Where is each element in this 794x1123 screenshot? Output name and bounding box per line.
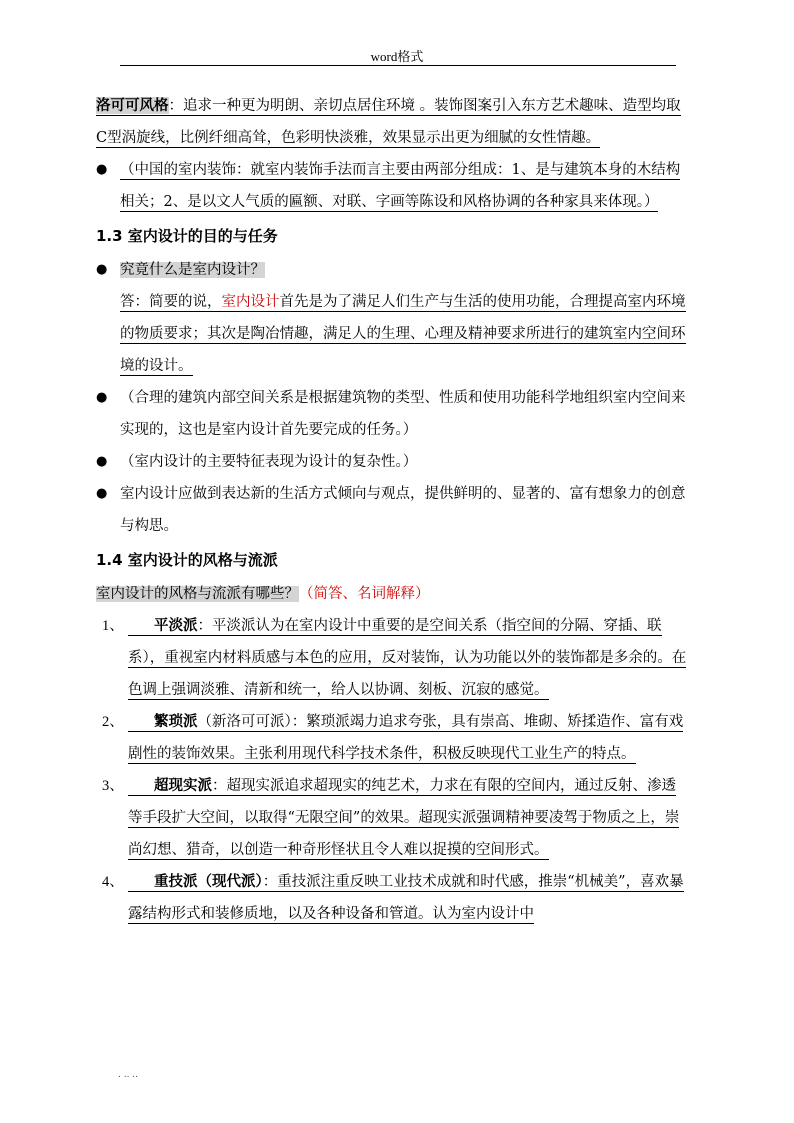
item-term: 重技派（现代派）	[154, 873, 263, 890]
section-heading-1-4: 1.4 室内设计的风格与流派	[96, 551, 278, 569]
list-item	[96, 866, 688, 930]
item-number: 2、	[102, 714, 124, 730]
question-what-is: 究竟什么是室内设计？	[120, 262, 265, 278]
term-rococo: 洛可可风格	[96, 97, 169, 114]
section-heading-1-3: 1.3 室内设计的目的与任务	[96, 227, 278, 245]
question-styles-note: （简答、名词解释）	[299, 586, 430, 602]
bullet-spatial-relations	[96, 382, 688, 446]
bullet-chinese-decor	[96, 154, 688, 218]
bullet-new-lifestyle	[96, 478, 688, 542]
answer-paragraph	[96, 286, 688, 382]
bullet-new-lifestyle-text: 室内设计应做到表达新的生活方式倾向与观点，提供鲜明的、显著的、富有想象力的创意与构思。	[120, 486, 686, 534]
document-body	[96, 90, 688, 930]
header-rule	[120, 65, 676, 66]
bullet-spatial-relations-text: （合理的建筑内部空间关系是根据建筑物的类型、性质和使用功能科学地组织室内空间来实现的，这也是室内设计首先要完成的任务。）	[120, 390, 686, 438]
list-item	[96, 770, 688, 866]
item-text: ：超现实派追求超现实的纯艺术，力求在有限的空间内，通过反射、渗透等手段扩大空间，以取得“无限空间”的效果。超现实派强调精神要凌驾于物质之上，崇尚幻想、猎奇，以创造一种奇形怪状且令人难以捉摸的空间形式。	[128, 778, 680, 858]
bullet-complexity-text: （室内设计的主要特征表现为设计的复杂性。）	[120, 454, 418, 470]
list-item	[96, 610, 688, 706]
answer-red-term: 室内设计	[221, 294, 280, 310]
answer-post: 首先是为了满足人们生产与生活的使用功能，合理提高室内环境的物质要求；其次是陶冶情趣，满足人的生理、心理及精神要求所进行的建筑室内空间环境的设计。	[120, 294, 686, 374]
question-styles-text: 室内设计的风格与流派有哪些？	[96, 586, 299, 602]
bullet-complexity	[96, 446, 688, 478]
item-text: ：重技派注重反映工业技术成就和时代感，推崇“机械美”，喜欢暴露结构形式和装修质地，以及各种设备和管道。认为室内设计中	[128, 874, 684, 922]
item-text: （新洛可可派）：繁琐派竭力追求夸张，具有崇高、堆砌、矫揉造作、富有戏剧性的装饰效果。主张利用现代科学技术条件，积极反映现代工业生产的特点。	[128, 714, 684, 762]
item-term: 平淡派	[154, 617, 198, 634]
item-text: ：平淡派认为在室内设计中重要的是空间关系（指空间的分隔、穿插、联系），重视室内材料质感与本色的应用，反对装饰，认为功能以外的装饰都是多余的。在色调上强调淡雅、清新和统一，给人以协调、刻板、沉寂的感觉。	[128, 618, 687, 698]
item-term: 超现实派	[154, 777, 212, 794]
question-styles	[96, 578, 688, 610]
page-header: word格式	[370, 49, 424, 64]
item-number: 1、	[102, 618, 124, 634]
item-number: 4、	[102, 874, 124, 890]
item-term: 繁琐派	[154, 713, 198, 730]
bullet-question-what-is	[96, 254, 688, 286]
paragraph-rococo	[96, 90, 688, 154]
bullet-chinese-decor-text: （中国的室内装饰：就室内装饰手法而言主要由两部分组成：1、是与建筑本身的木结构相关；2、是以文人气质的匾额、对联、字画等陈设和风格协调的各种家具来体现。）	[120, 162, 681, 210]
answer-pre: 答：简要的说，	[120, 294, 222, 310]
list-item	[96, 706, 688, 770]
page-footer: . .. ..	[118, 1070, 139, 1080]
rococo-text: ：追求一种更为明朗、亲切点居住环境 。装饰图案引入东方艺术趣味、造型均取C型涡旋线，比例纤细高耸，色彩明快淡雅，效果显示出更为细腻的女性情趣。	[96, 98, 681, 146]
item-number: 3、	[102, 778, 124, 794]
